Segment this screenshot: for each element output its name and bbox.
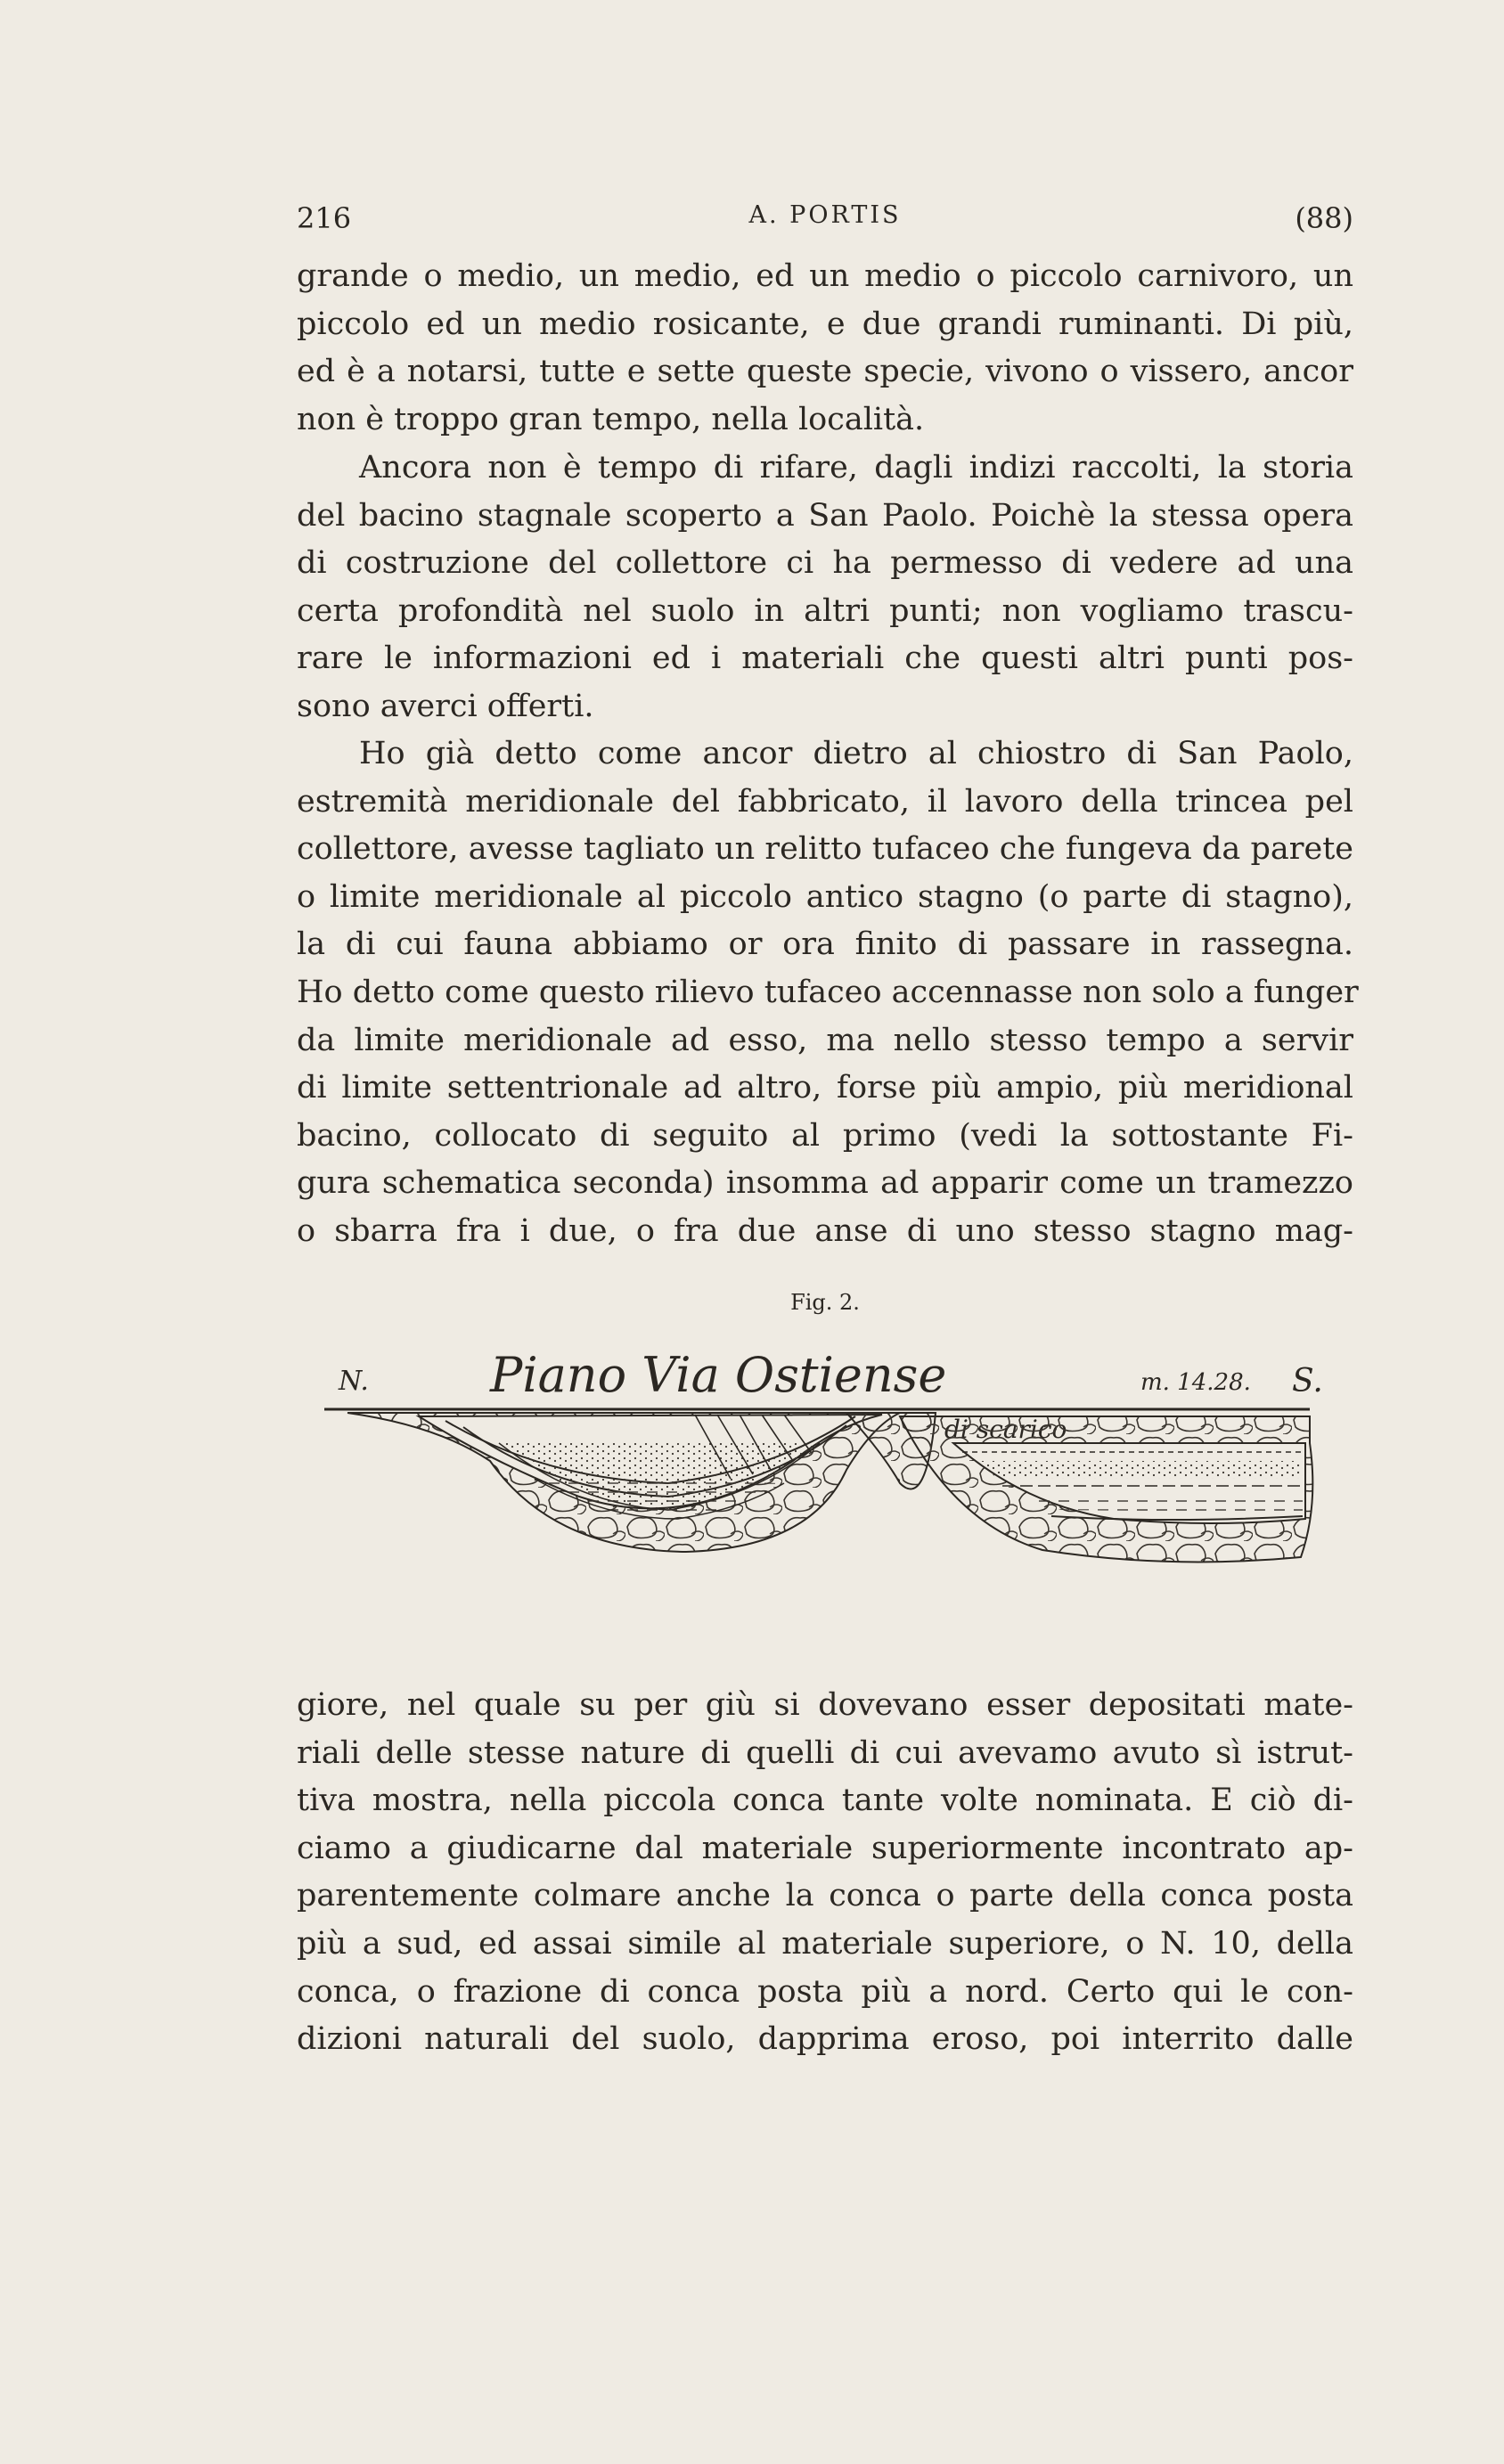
text-line: collettore, avesse tagliato un relitto tufaceo che fungeva da parete — [297, 831, 1353, 868]
text-line: di costruzione del collettore ci ha permesso di vedere ad una — [297, 545, 1353, 582]
text-line: del bacino stagnale scoperto a San Paolo. Poichè la stessa opera — [297, 497, 1353, 534]
label-north: N. — [339, 1366, 369, 1397]
text-line: giore, nel quale su per giù si dovevano esser depositati mate- — [297, 1687, 1353, 1723]
text-line: conca, o frazione di conca posta più a nord. Certo qui le con- — [297, 1973, 1353, 2010]
text-line: estremità meridionale del fabbricato, il lavoro della trincea pel — [297, 783, 1353, 820]
text-line: la di cui fauna abbiamo or ora finito di passare in rassegna. — [297, 926, 1353, 963]
cross-section-drawing — [312, 1327, 1354, 1648]
text-line: certa profondità nel suolo in altri punti; non vogliamo trascu- — [297, 592, 1353, 629]
text-line: bacino, collocato di seguito al primo (vedi la sottostante Fi- — [297, 1117, 1353, 1154]
text-line: piccolo ed un medio rosicante, e due grandi ruminanti. Di più, — [297, 306, 1353, 342]
text-line: riali delle stesse nature di quelli di cui avevamo avuto sì istrut- — [297, 1734, 1353, 1771]
label-title: Piano Via Ostiense — [490, 1347, 947, 1403]
text-line: Ho detto come questo rilievo tufaceo accennasse non solo a funger — [297, 974, 1359, 1010]
text-line: parentemente colmare anche la conca o parte della conca posta — [297, 1878, 1353, 1914]
text-line: Ancora non è tempo di rifare, dagli indizi raccolti, la storia — [359, 450, 1353, 485]
page-number: 216 — [297, 201, 352, 235]
paragraph-4 — [297, 1682, 1353, 2064]
paragraph-3 — [297, 730, 1359, 1256]
text-line: gura schematica seconda) insomma ad apparir come un tramezzo — [297, 1165, 1353, 1202]
text-line: o limite meridionale al piccolo antico stagno (o parte di stagno), — [297, 878, 1353, 915]
text-line: dizioni naturali del suolo, dapprima eroso, poi interrito dalle — [297, 2021, 1353, 2058]
running-title: A. PORTIS — [748, 201, 902, 229]
text-line: tiva mostra, nella piccola conca tante volte nominata. E ciò di- — [297, 1783, 1353, 1819]
label-south: S. — [1292, 1363, 1323, 1399]
text-line: da limite meridionale ad esso, ma nello stesso tempo a servir — [297, 1022, 1353, 1058]
text-line: rare le informazioni ed i materiali che questi altri punti pos- — [297, 640, 1353, 677]
text-line: non è troppo gran tempo, nella località. — [297, 401, 925, 437]
text-line: di limite settentrionale ad altro, forse più ampio, più meridional — [297, 1070, 1353, 1106]
text-line: ed è a notarsi, tutte e sette queste specie, vivono o vissero, ancor — [297, 354, 1353, 390]
text-line: grande o medio, un medio, ed un medio o piccolo carnivoro, un — [297, 258, 1353, 294]
paragraph-1 — [297, 253, 1353, 444]
page-header — [297, 196, 1353, 241]
text-line: Ho già detto come ancor dietro al chiostro di San Paolo, — [359, 736, 1353, 771]
text-line: o sbarra fra i due, o fra due anse di uno stesso stagno mag- — [297, 1212, 1353, 1249]
page-ref: (88) — [1295, 201, 1353, 235]
text-line: ciamo a giudicarne dal materiale superiormente incontrato ap- — [297, 1830, 1353, 1866]
figure-cross-section — [312, 1327, 1354, 1648]
label-height: m. 14.28. — [1140, 1369, 1251, 1396]
paragraph-2 — [297, 445, 1353, 731]
text-line: più a sud, ed assai simile al materiale superiore, o N. 10, della — [297, 1925, 1353, 1962]
text-line: sono averci offerti. — [297, 688, 594, 724]
figure-caption: Fig. 2. — [790, 1290, 860, 1315]
